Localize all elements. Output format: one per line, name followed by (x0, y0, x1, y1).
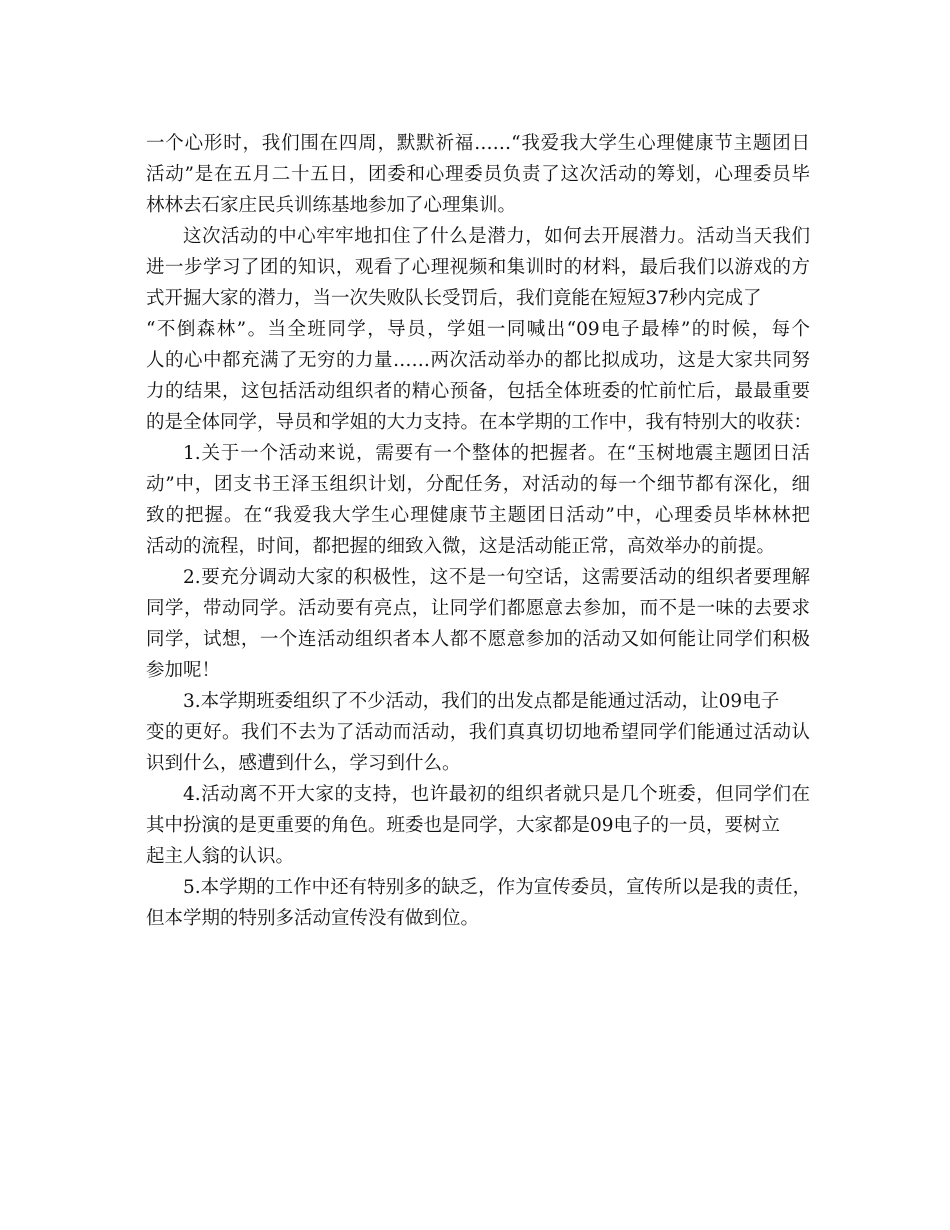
text-line: 变的更好。我们不去为了活动而活动，我们真真切切地希望同学们能通过活动认 (146, 722, 810, 743)
text-line: 其中扮演的是更重要的角色。班委也是同学，大家都是09电子的一员，要树立 (146, 815, 781, 836)
text-line: 1.关于一个活动来说，需要有一个整体的把握者。在“玉树地震主题团日活 (183, 443, 810, 464)
text-line: 4.活动离不开大家的支持，也许最初的组织者就只是几个班委，但同学们在 (183, 784, 810, 805)
text-line: 同学，带动同学。活动要有亮点，让同学们都愿意去参加，而不是一味的去要求 (146, 598, 810, 619)
text-line: 起主人翁的认识。 (146, 846, 295, 867)
text-line: 3.本学期班委组织了不少活动，我们的出发点都是能通过活动，让09电子 (183, 691, 780, 712)
text-line: 林林去石家庄民兵训练基地参加了心理集训。 (146, 195, 517, 216)
text-line: 这次活动的中心牢牢地扣住了什么是潜力，如何去开展潜力。活动当天我们 (183, 226, 810, 247)
text-line: 致的把握。在“我爱我大学生心理健康节主题团日活动”中，心理委员毕林林把 (146, 505, 810, 526)
text-line: 但本学期的特别多活动宣传没有做到位。 (146, 908, 480, 929)
text-line: 一个心形时，我们围在四周，默默祈福……“我爱我大学生心理健康节主题团日 (146, 133, 810, 154)
text-line: 活动的流程，时间，都把握的细致入微，这是活动能正常，高效举办的前提。 (146, 536, 776, 557)
text-line: 5.本学期的工作中还有特别多的缺乏，作为宣传委员，宣传所以是我的责任， (183, 877, 812, 898)
text-line: 活动”是在五月二十五日，团委和心理委员负责了这次活动的筹划，心理委员毕 (146, 164, 810, 185)
text-line: 的是全体同学，导员和学姐的大力支持。在本学期的工作中，我有特别大的收获： (146, 412, 813, 433)
text-line: 参加呢！ (146, 660, 221, 681)
text-line: 人的心中都充满了无穷的力量……两次活动举办的都比拟成功，这是大家共同努 (146, 350, 810, 371)
text-line: 进一步学习了团的知识，观看了心理视频和集训时的材料，最后我们以游戏的方 (146, 257, 810, 278)
text-line: 力的结果，这包括活动组织者的精心预备，包括全体班委的忙前忙后，最最重要 (146, 381, 810, 402)
body-text (146, 128, 813, 934)
text-line: 同学，试想，一个连活动组织者本人都不愿意参加的活动又如何能让同学们积极 (146, 629, 810, 650)
text-line: “不倒森林”。当全班同学，导员，学姐一同喊出“09电子最棒”的时候，每个 (146, 319, 810, 340)
text-line: 式开掘大家的潜力，当一次失败队长受罚后，我们竟能在短短37秒内完成了 (146, 288, 762, 309)
text-line: 2.要充分调动大家的积极性，这不是一句空话，这需要活动的组织者要理解 (183, 567, 810, 588)
text-line: 动”中，团支书王泽玉组织计划，分配任务，对活动的每一个细节都有深化，细 (146, 474, 810, 495)
text-line: 识到什么，感遭到什么，学习到什么。 (146, 753, 461, 774)
